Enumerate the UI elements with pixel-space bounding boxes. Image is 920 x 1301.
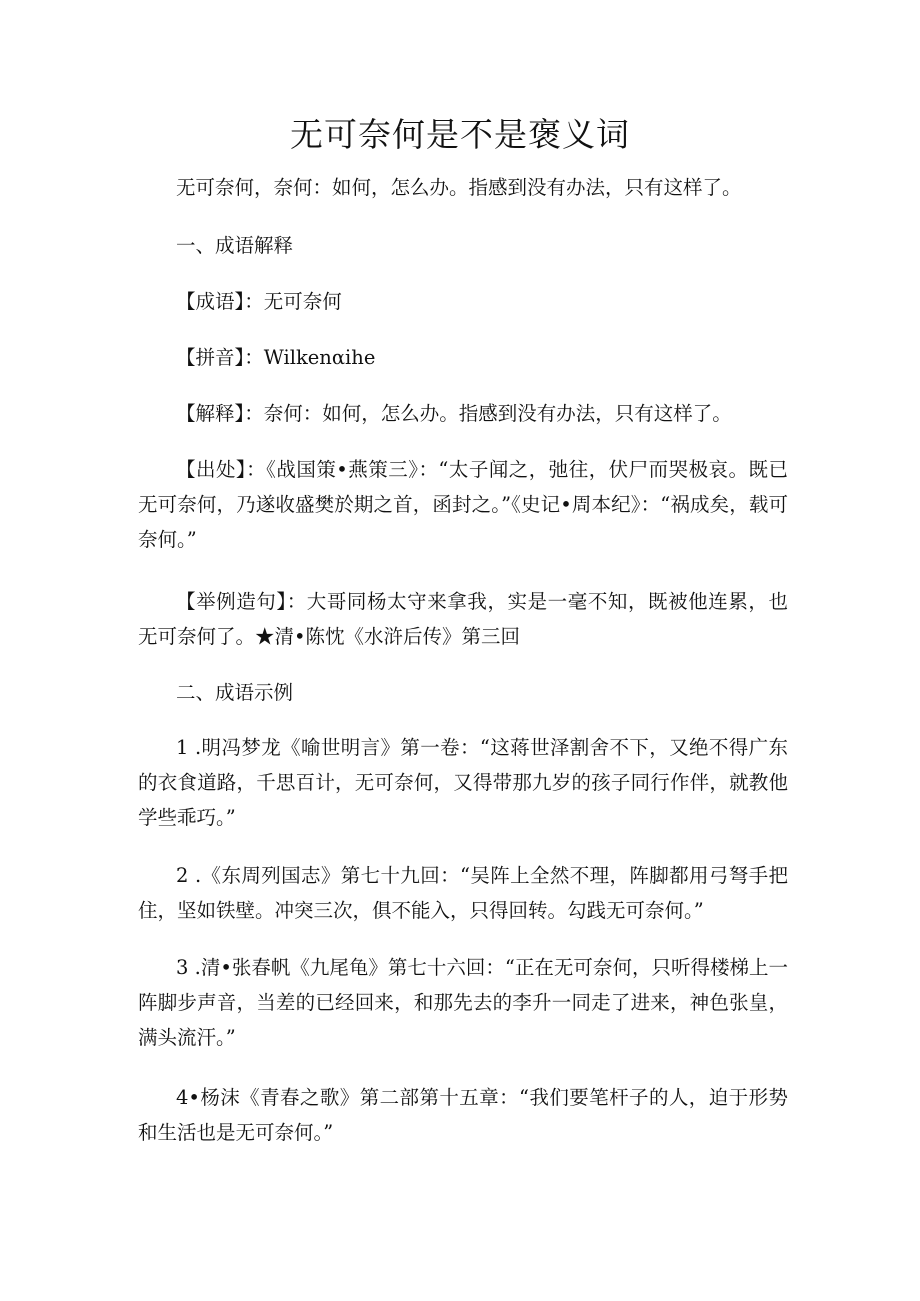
pinyin-label: 【拼音】 [176,346,245,369]
pinyin-entry [138,340,788,375]
idiom-label: 【成语】 [176,290,245,313]
example-item-1: 1 .明冯梦龙《喻世明言》第一卷：“这蒋世泽割舍不下，又绝不得广东的衣食道路，千思百计，无可奈何，又得带那九岁的孩子同行作伴，就教他学些乖巧。” [138,736,788,829]
source-value: ：《战国策•燕策三》：“太子闻之，弛往，伏尸而哭极哀。既已无可奈何，乃遂收盛樊於期之首，函封之。”《史记•周本纪》：“祸成矣，载可奈何。” [138,458,788,551]
example-label: 【举例造句】 [176,590,287,613]
source-entry [138,452,788,557]
example-sentence-entry [138,584,788,654]
section-heading-idiom-examples: 二、成语示例 [176,681,294,704]
example-item-2: 2 .《东周列国志》第七十九回：“吴阵上全然不理，阵脚都用弓弩手把住，坚如铁壁。冲突三次，俱不能入，只得回转。勾践无可奈何。” [138,864,788,922]
meaning-label: 【解释】 [176,402,245,425]
intro-paragraph: 无可奈何，奈何：如何，怎么办。指感到没有办法，只有这样了。 [176,176,742,199]
pinyin-value: ：Wilkenαihe [244,346,376,369]
example-item-3: 3 .清•张春帆《九尾龟》第七十六回：“正在无可奈何，只听得楼梯上一阵脚步声音，当差的已经回来，和那先去的李升一同走了进来，神色张皇，满头流汗。” [138,956,788,1049]
meaning-entry [138,396,788,431]
example-value: ：大哥同杨太守来拿我，实是一毫不知，既被他连累，也无可奈何了。★清•陈忱《水浒后传》第三回 [138,590,788,648]
source-label: 【出处】 [176,458,247,481]
section-heading-idiom-explanation: 一、成语解释 [176,234,294,257]
example-item-4: 4•杨沫《青春之歌》第二部第十五章：“我们要笔杆子的人，迫于形势和生活也是无可奈何。” [138,1086,788,1144]
document-title: 无可奈何是不是褒义词 [290,115,630,154]
idiom-value: ：无可奈何 [244,290,342,313]
idiom-entry [138,284,788,319]
meaning-value: ：奈何：如何，怎么办。指感到没有办法，只有这样了。 [244,402,732,425]
